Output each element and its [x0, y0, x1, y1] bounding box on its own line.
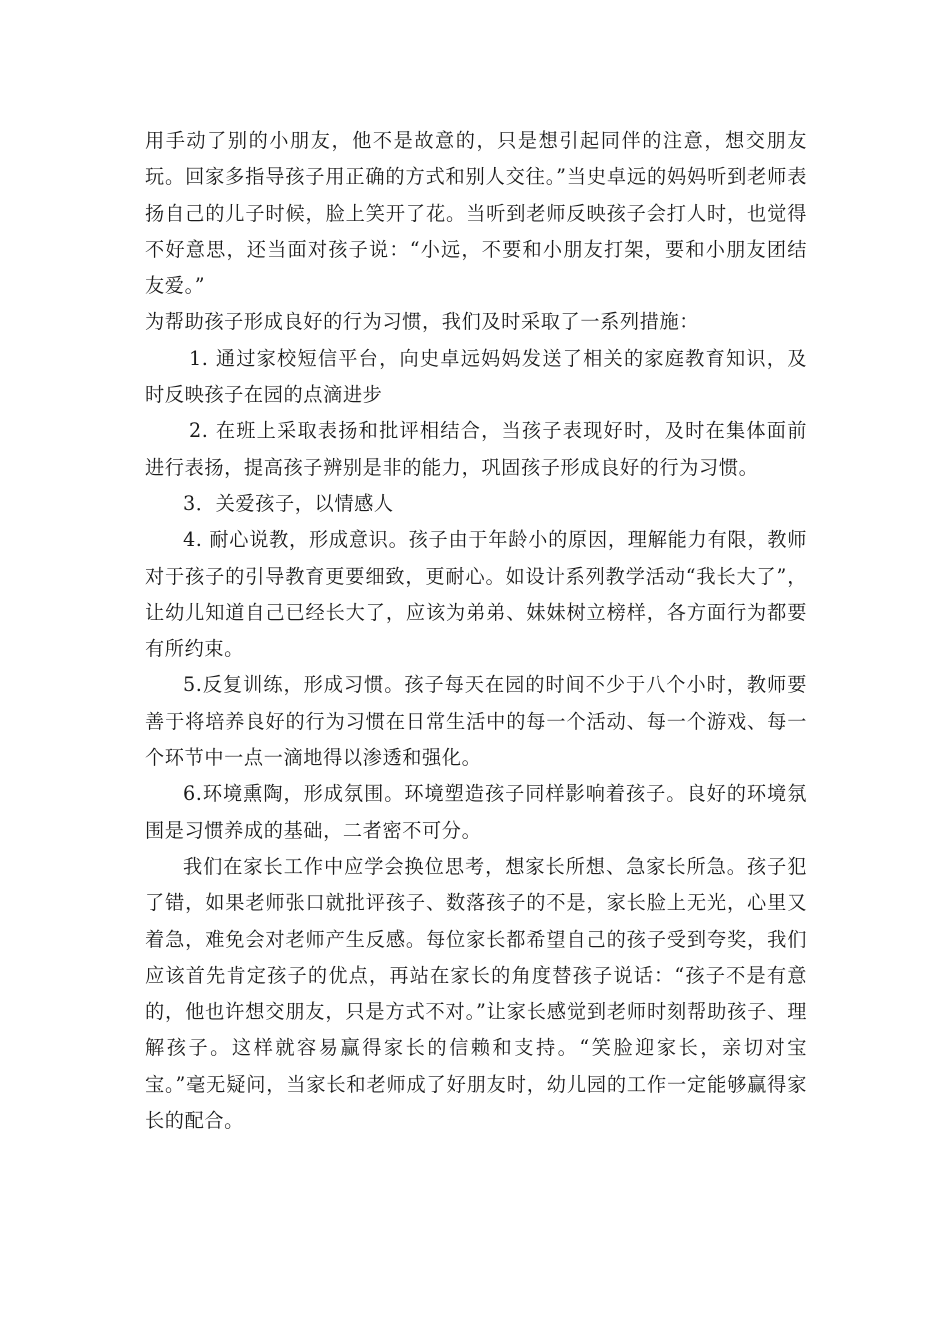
- document-page: [145, 123, 807, 1139]
- paragraph-continuation: 用手动了别的小朋友，他不是故意的，只是想引起同伴的注意，想交朋友玩。回家多指导孩子用正确的方式和别人交往。”当史卓远的妈妈听到老师表扬自己的儿子时候，脸上笑开了花。当听到老师反映孩子会打人时，也觉得不好意思，还当面对孩子说：“小远，不要和小朋友打架，要和小朋友团结友爱。”: [145, 129, 807, 298]
- list-item-measure-3: 3．关爱孩子，以情感人: [183, 491, 394, 515]
- list-item-measure-1: 1. 通过家校短信平台，向史卓远妈妈发送了相关的家庭教育知识，及时反映孩子在园的点滴进步: [145, 346, 807, 407]
- list-item-measure-2: 2. 在班上采取表扬和批评相结合，当孩子表现好时，及时在集体面前进行表扬，提高孩子辨别是非的能力，巩固孩子形成良好的行为习惯。: [145, 419, 807, 479]
- paragraph-conclusion: 我们在家长工作中应学会换位思考，想家长所想、急家长所急。孩子犯了错，如果老师张口就批评孩子、数落孩子的不是，家长脸上无光，心里又着急，难免会对老师产生反感。每位家长都希望自己的孩子受到夸奖，我们应该首先肯定孩子的优点，再站在家长的角度替孩子说话：“孩子不是有意的，他也许想交朋友，只是方式不对。”让家长感觉到老师时刻帮助孩子、理解孩子。这样就容易赢得家长的信赖和支持。“笑脸迎家长，亲切对宝宝。”毫无疑问，当家长和老师成了好朋友时，幼儿园的工作一定能够赢得家长的配合。: [145, 854, 807, 1133]
- list-item-measure-5: 5.反复训练，形成习惯。孩子每天在园的时间不少于八个小时，教师要善于将培养良好的行为习惯在日常生活中的每一个活动、每一个游戏、每一个环节中一点一滴地得以渗透和强化。: [145, 673, 807, 770]
- paragraph-measures-intro: 为帮助孩子形成良好的行为习惯，我们及时采取了一系列措施：: [145, 310, 700, 334]
- list-item-measure-6: 6.环境熏陶，形成氛围。环境塑造孩子同样影响着孩子。良好的环境氛围是习惯养成的基础，二者密不可分。: [145, 782, 807, 842]
- list-item-measure-4: 4. 耐心说教，形成意识。孩子由于年龄小的原因，理解能力有限，教师对于孩子的引导教育更要细致，更耐心。如设计系列教学活动“我长大了”，让幼儿知道自己已经长大了，应该为弟弟、妹妹树立榜样，各方面行为都要有所约束。: [145, 528, 807, 661]
